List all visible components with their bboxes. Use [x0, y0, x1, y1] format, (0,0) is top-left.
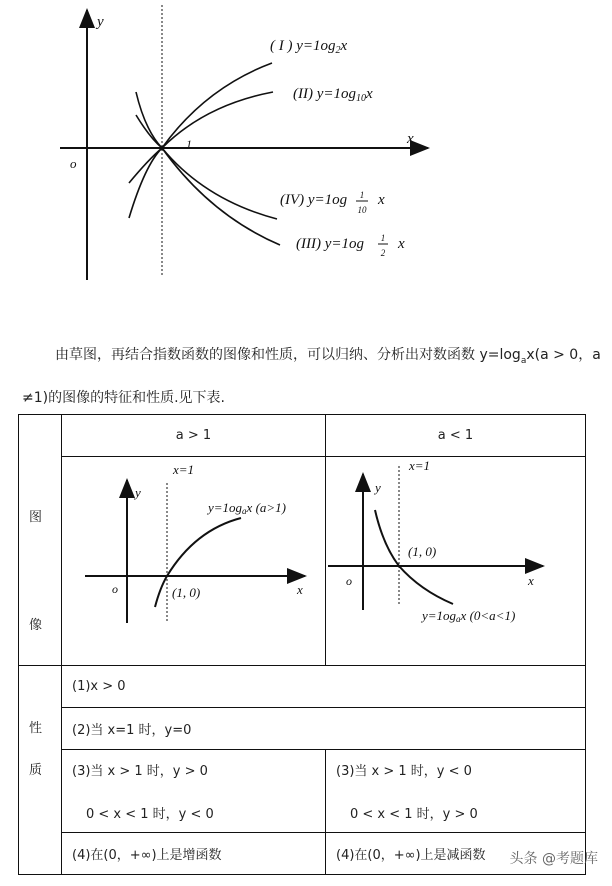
- point-label: (1, 0): [408, 544, 437, 559]
- label-curve-3: (III) y=1og: [296, 236, 365, 252]
- header-a-lt-1: a < 1: [326, 415, 586, 457]
- frac-den: 2: [380, 248, 386, 258]
- graph-row-label: 图 像: [19, 415, 62, 666]
- equation-label: y=1ogax (0<a<1): [422, 608, 516, 624]
- vline-label: x=1: [409, 458, 431, 473]
- property-2: (2)当 x=1 时，y=0: [62, 708, 586, 750]
- properties-table: [18, 414, 586, 875]
- property-row-label: 性 质: [19, 666, 62, 875]
- curve-log2: [129, 63, 272, 218]
- x-label: x: [297, 582, 303, 597]
- label-curve-4: (IV) y=1og: [280, 192, 348, 208]
- paragraph-line-2: ≠1)的图像的特征和性质.见下表.: [22, 390, 225, 406]
- x-tail: x: [398, 236, 405, 252]
- origin-label: o: [70, 156, 77, 171]
- y-label: y: [97, 14, 104, 30]
- graph-cell-left: [62, 457, 326, 666]
- frac-den: 10: [357, 205, 367, 215]
- frac-num: 1: [359, 190, 365, 200]
- property-4-right: (4)在(0，+∞)上是减函数: [326, 833, 586, 875]
- property-3-right: (3)当 x > 1 时，y < 0 0 < x < 1 时，y > 0: [326, 750, 586, 833]
- x-label: x: [528, 573, 534, 588]
- header-a-gt-1: a > 1: [62, 415, 326, 457]
- curve-log1-10: [136, 115, 277, 219]
- frac-num: 1: [380, 233, 386, 243]
- graph-cell-right: [326, 457, 586, 666]
- vline-label: x=1: [173, 462, 195, 477]
- origin-label: o: [346, 574, 352, 588]
- y-label: y: [135, 485, 141, 500]
- property-4-left: (4)在(0，+∞)上是增函数: [62, 833, 326, 875]
- top-figure: [60, 5, 428, 280]
- origin-label: o: [112, 582, 118, 596]
- equation-label: y=1ogax (a>1): [208, 500, 286, 516]
- label-curve-1: ( I ) $y=1og_2x$: [270, 38, 348, 56]
- x-tail: x: [378, 192, 385, 208]
- x-label: x: [407, 131, 414, 147]
- point-label: (1, 0): [172, 585, 201, 600]
- label-curve-2: (II) $y=1og_{10}x$: [293, 86, 373, 104]
- paragraph-line-1: 由草图，再结合指数函数的图像和性质，可以归纳、分析出对数函数 $y=\log_ax(a > 0$，a: [55, 347, 601, 366]
- property-1: (1)x > 0: [62, 666, 586, 708]
- y-label: y: [375, 480, 381, 495]
- watermark: 头条 @考题库: [509, 851, 598, 867]
- property-3-left: (3)当 x > 1 时，y > 0 0 < x < 1 时，y < 0: [62, 750, 326, 833]
- one-label: 1: [186, 137, 192, 151]
